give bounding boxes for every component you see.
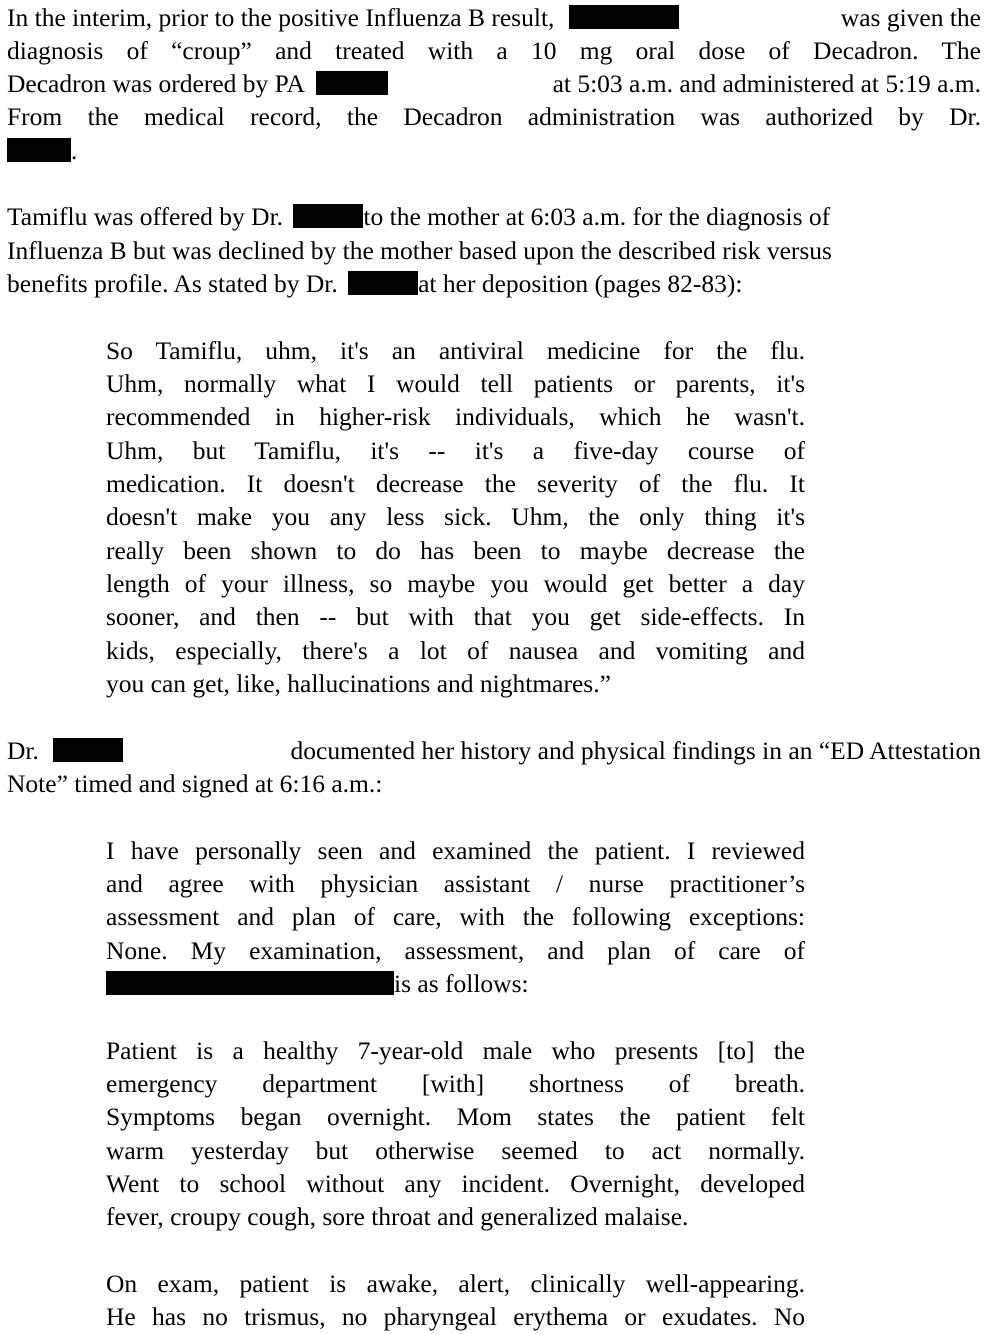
redaction-box [106,971,394,995]
paragraph-1-line-5: . [7,134,981,167]
quote-1-line-8: length of your illness, so maybe you would get better a day [106,569,805,598]
paragraph-3-line-1: Dr. documented her history and physical findings in an “ED Attestation [7,736,981,765]
quote-1-line-11: you can get, like, hallucinations and nightmares.” [106,669,611,698]
quote-1-line-1: So Tamiflu, uhm, it's an antiviral medicine for the flu. [106,336,805,365]
quote-1-line-9: sooner, and then -- but with that you get side-effects. In [106,602,805,631]
quote-3-line-6: fever, croupy cough, sore throat and generalized malaise. [106,1202,689,1231]
paragraph-1-line-2: diagnosis of “croup” and treated with a 10 mg oral dose of Decadron. The [7,36,981,65]
quote-1-line-7: really been shown to do has been to maybe decrease the [106,536,805,565]
quote-4-line-1: On exam, patient is awake, alert, clinically well-appearing. [106,1269,805,1298]
quote-2-line-2: and agree with physician assistant / nurse practitioner’s [106,869,805,898]
redaction-box [7,138,71,162]
quote-1-line-4: Uhm, but Tamiflu, it's -- it's a five-day course of [106,436,805,465]
quote-1-line-6: doesn't make you any less sick. Uhm, the only thing it's [106,502,805,531]
paragraph-1-line-1: In the interim, prior to the positive Influenza B result, was given the [7,3,981,32]
redaction-box [316,71,388,95]
redaction-box [53,738,123,762]
paragraph-2-line-1: Tamiflu was offered by Dr. to the mother at 6:03 a.m. for the diagnosis of [7,202,831,231]
paragraph-1-line-3: Decadron was ordered by PA at 5:03 a.m. and administered at 5:19 a.m. [7,69,981,98]
redaction-box [348,271,418,295]
quote-2-line-3: assessment and plan of care, with the following exceptions: [106,902,805,931]
quote-3-line-3: Symptoms began overnight. Mom states the patient felt [106,1102,805,1131]
quote-1-line-5: medication. It doesn't decrease the severity of the flu. It [106,469,805,498]
quote-3-line-1: Patient is a healthy 7-year-old male who presents [to] the [106,1036,805,1065]
paragraph-3-line-2: Note” timed and signed at 6:16 a.m.: [7,769,383,798]
redaction-box [569,5,679,29]
quote-2-line-1: I have personally seen and examined the patient. I reviewed [106,836,805,865]
quote-1-line-10: kids, especially, there's a lot of nausea and vomiting and [106,636,805,665]
paragraph-1-line-4: From the medical record, the Decadron administration was authorized by Dr. [7,102,981,131]
quote-3-line-2: emergency department [with] shortness of breath. [106,1069,805,1098]
quote-4-line-2: He has no trismus, no pharyngeal erythema or exudates. No [106,1302,805,1331]
redaction-box [293,204,363,228]
paragraph-2-line-3: benefits profile. As stated by Dr. at her deposition (pages 82-83): [7,269,743,298]
quote-1-line-2: Uhm, normally what I would tell patients or parents, it's [106,369,805,398]
quote-3-line-5: Went to school without any incident. Overnight, developed [106,1169,805,1198]
quote-2-line-5: is as follows: [106,967,805,1000]
quote-1-line-3: recommended in higher-risk individuals, which he wasn't. [106,402,805,431]
quote-3-line-4: warm yesterday but otherwise seemed to act normally. [106,1136,805,1165]
paragraph-2-line-2: Influenza B but was declined by the mother based upon the described risk versus [7,236,832,265]
quote-2-line-4: None. My examination, assessment, and plan of care of [106,936,805,965]
